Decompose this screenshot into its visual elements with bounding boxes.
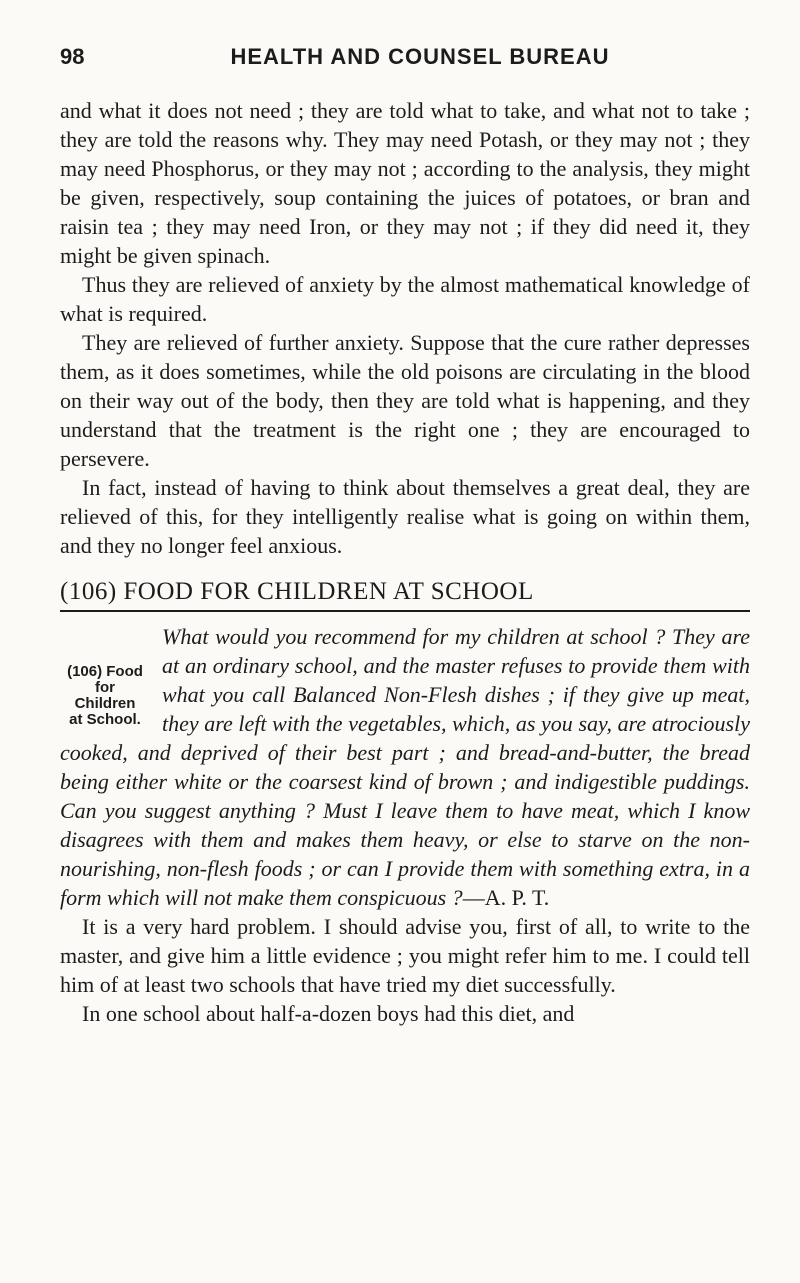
page-body (60, 96, 750, 1028)
paragraph: They are relieved of further anxiety. Suppose that the cure rather depresses them, as it does sometimes, while the old poisons are circulating in the blood on their way out of the body, then they are told what is happening, and they understand that the treatment is the right one ; they are encouraged to persevere. (60, 330, 750, 471)
page-number: 98 (60, 44, 85, 69)
margin-note-line: Children (74, 695, 136, 712)
page-header (60, 44, 750, 84)
reader-query (60, 622, 750, 912)
paragraph: Thus they are relieved of anxiety by the almost mathematical knowledge of what is required. (60, 272, 750, 326)
paragraph: In one school about half-a-dozen boys had this diet, and (82, 1001, 575, 1026)
paragraph: It is a very hard problem. I should advise you, first of all, to write to the master, and give him a little evidence ; you might refer him to me. I could tell him of at least two schools that have tried my diet successfully. (60, 914, 750, 997)
section-heading: (106) FOOD FOR CHILDREN AT SCHOOL (60, 576, 750, 612)
paragraph: In fact, instead of having to think about themselves a great deal, they are relieved of this, for they intelligently realise what is going on within them, and they no longer feel anxious. (60, 475, 750, 558)
query-signature: —A. P. T. (462, 885, 550, 910)
paragraph: and what it does not need ; they are told what to take, and what not to take ; they are told the reasons why. They may need Potash, or they may not ; they may need Phosphorus, or they may not ; according to the analysis, they might be given, respectively, soup containing the juices of potatoes, or bran and raisin tea ; they may need Iron, or they may not ; if they did need it, they might be given spinach. (60, 98, 750, 268)
query-text: What would you recommend for my children at school ? They are at an ordinary school, and the master refuses to provide them with what you call Balanced Non-Flesh dishes ; if they give up meat, they are left with the vegetables, which, as you say, are atrociously cooked, and deprived of their best part ; and bread-and-butter, the bread being either white or the coarsest kind of brown ; and indigestible puddings. Can you suggest anything ? Must I leave them to have meat, which I know disagrees with them and makes them heavy, or else to starve on the non-nourishing, non-flesh foods ; or can I provide them with something extra, in a form which will not make them conspicuous ? (60, 624, 750, 910)
margin-note (60, 664, 150, 728)
running-title: HEALTH AND COUNSEL BUREAU (230, 44, 610, 69)
margin-note-line: (106) Food for (67, 663, 143, 696)
margin-note-line: at School. (69, 711, 141, 728)
